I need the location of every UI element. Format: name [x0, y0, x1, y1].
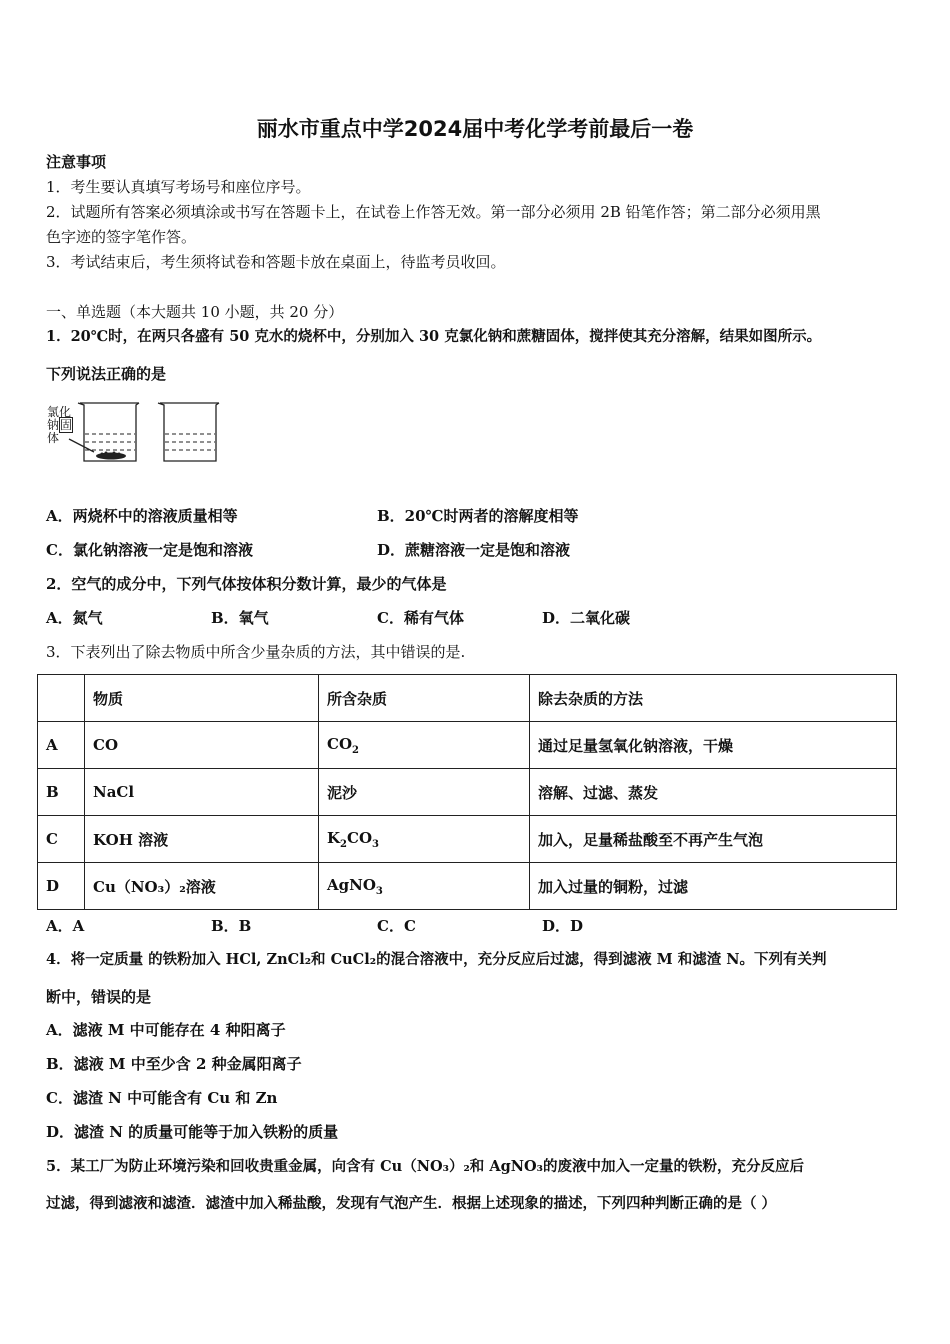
impurity-subscript: 2	[340, 838, 348, 850]
q2-option-c: C．稀有气体	[377, 609, 464, 627]
notice-item: 3．考试结束后，考生须将试卷和答题卡放在桌面上，待监考员收回。	[46, 253, 506, 271]
q5-stem: 5．某工厂为防止环境污染和回收贵重金属，向含有 Cu（NO₃）₂和 AgNO₃的废液中加入一定量的铁粉，充分反应后	[46, 1158, 804, 1175]
row-substance: NaCl	[85, 769, 319, 816]
page-title: 丽水市重点中学2024届中考化学考前最后一卷	[256, 117, 694, 141]
section-heading: 一、单选题（本大题共 10 小题，共 20 分）	[46, 303, 344, 321]
q1-option-d: D．蔗糖溶液一定是饱和溶液	[377, 541, 571, 559]
figure-label: 固	[60, 418, 73, 432]
row-substance: KOH 溶液	[85, 816, 319, 863]
row-impurity	[319, 722, 530, 769]
impurity-text: CO	[327, 734, 353, 753]
row-method: 通过足量氢氧化钠溶液，干燥	[530, 722, 897, 769]
q4-option-d: D．滤渣 N 的质量可能等于加入铁粉的质量	[46, 1123, 339, 1141]
table-header-cell: 物质	[85, 675, 319, 722]
row-method: 加入，足量稀盐酸至不再产生气泡	[530, 816, 897, 863]
row-method: 溶解、过滤、蒸发	[530, 769, 897, 816]
q2-stem: 2．空气的成分中，下列气体按体积分数计算，最少的气体是	[46, 575, 447, 593]
notice-item: 1．考生要认真填写考场号和座位序号。	[46, 178, 311, 196]
row-label: B	[38, 769, 85, 816]
row-method: 加入过量的铜粉，过滤	[530, 863, 897, 910]
q1-option-b: B．20℃时两者的溶解度相等	[377, 507, 579, 525]
impurity-text: CO	[347, 828, 373, 847]
row-impurity	[319, 769, 530, 816]
table-header-cell: 所含杂质	[319, 675, 530, 722]
q1-stem: 1．20℃时，在两只各盛有 50 克水的烧杯中，分别加入 30 克氯化钠和蔗糖固体，搅拌使其充分溶解，结果如图所示。	[46, 328, 822, 345]
table-row	[38, 722, 897, 769]
notice-heading: 注意事项	[46, 153, 107, 171]
q1-option-c: C．氯化钠溶液一定是饱和溶液	[46, 541, 253, 559]
row-substance: CO	[85, 722, 319, 769]
figure-label: 钠	[47, 418, 60, 432]
q4-option-a: A．滤液 M 中可能存在 4 种阳离子	[46, 1021, 286, 1039]
row-impurity	[319, 863, 530, 910]
row-label: A	[38, 722, 85, 769]
notice-item: 2．试题所有答案必须填涂或书写在答题卡上，在试卷上作答无效。第一部分必须用 2B 铅笔作答；第二部分必须用黑	[46, 203, 821, 221]
row-label: C	[38, 816, 85, 863]
q2-option-d: D．二氧化碳	[542, 609, 631, 627]
table-row	[38, 816, 897, 863]
table-row	[38, 863, 897, 910]
row-impurity	[319, 816, 530, 863]
q1-option-a: A．两烧杯中的溶液质量相等	[46, 507, 238, 525]
q5-stem-cont: 过滤，得到滤液和滤渣．滤渣中加入稀盐酸，发现有气泡产生．根据上述现象的描述，下列四种判断正确的是（ ）	[46, 1195, 777, 1212]
q2-option-b: B．氧气	[211, 609, 269, 627]
impurity-subscript: 2	[352, 744, 359, 756]
q3-stem: 3．下表列出了除去物质中所含少量杂质的方法，其中错误的是.	[46, 643, 466, 661]
q4-option-c: C．滤渣 N 中可能含有 Cu 和 Zn	[46, 1089, 278, 1107]
impurity-text: K	[327, 828, 341, 847]
figure-label: 化	[59, 405, 72, 419]
q4-stem-cont: 断中，错误的是	[46, 988, 152, 1006]
table-header-row	[38, 675, 897, 722]
impurity-subscript: 3	[372, 838, 379, 850]
row-substance: Cu（NO₃）₂溶液	[85, 863, 319, 910]
impurity-text: 泥沙	[327, 783, 358, 802]
beakers-drawing	[44, 398, 224, 464]
figure-label: 体	[47, 431, 60, 445]
q3-option-c: C．C	[377, 917, 416, 935]
q3-option-b: B．B	[211, 917, 252, 935]
impurity-text: AgNO	[327, 875, 376, 894]
q2-option-a: A．氮气	[46, 609, 103, 627]
beaker-figure	[44, 398, 224, 464]
impurity-subscript: 3	[375, 885, 383, 897]
notice-item: 色字迹的签字笔作答。	[46, 228, 197, 246]
q3-option-d: D．D	[542, 917, 584, 935]
q4-option-b: B．滤液 M 中至少含 2 种金属阳离子	[46, 1055, 302, 1073]
table-header-cell: 除去杂质的方法	[530, 675, 897, 722]
table-header-cell	[38, 675, 85, 722]
q4-stem: 4．将一定质量 的铁粉加入 HCl, ZnCl₂和 CuCl₂的混合溶液中，充分反应后过滤，得到滤液 M 和滤渣 N。下列有关判	[46, 951, 827, 968]
q1-prompt: 下列说法正确的是	[46, 365, 167, 383]
q3-option-a: A．A	[46, 917, 85, 935]
figure-label: 氯	[47, 405, 60, 419]
table-row	[38, 769, 897, 816]
impurity-table	[37, 674, 897, 910]
row-label: D	[38, 863, 85, 910]
